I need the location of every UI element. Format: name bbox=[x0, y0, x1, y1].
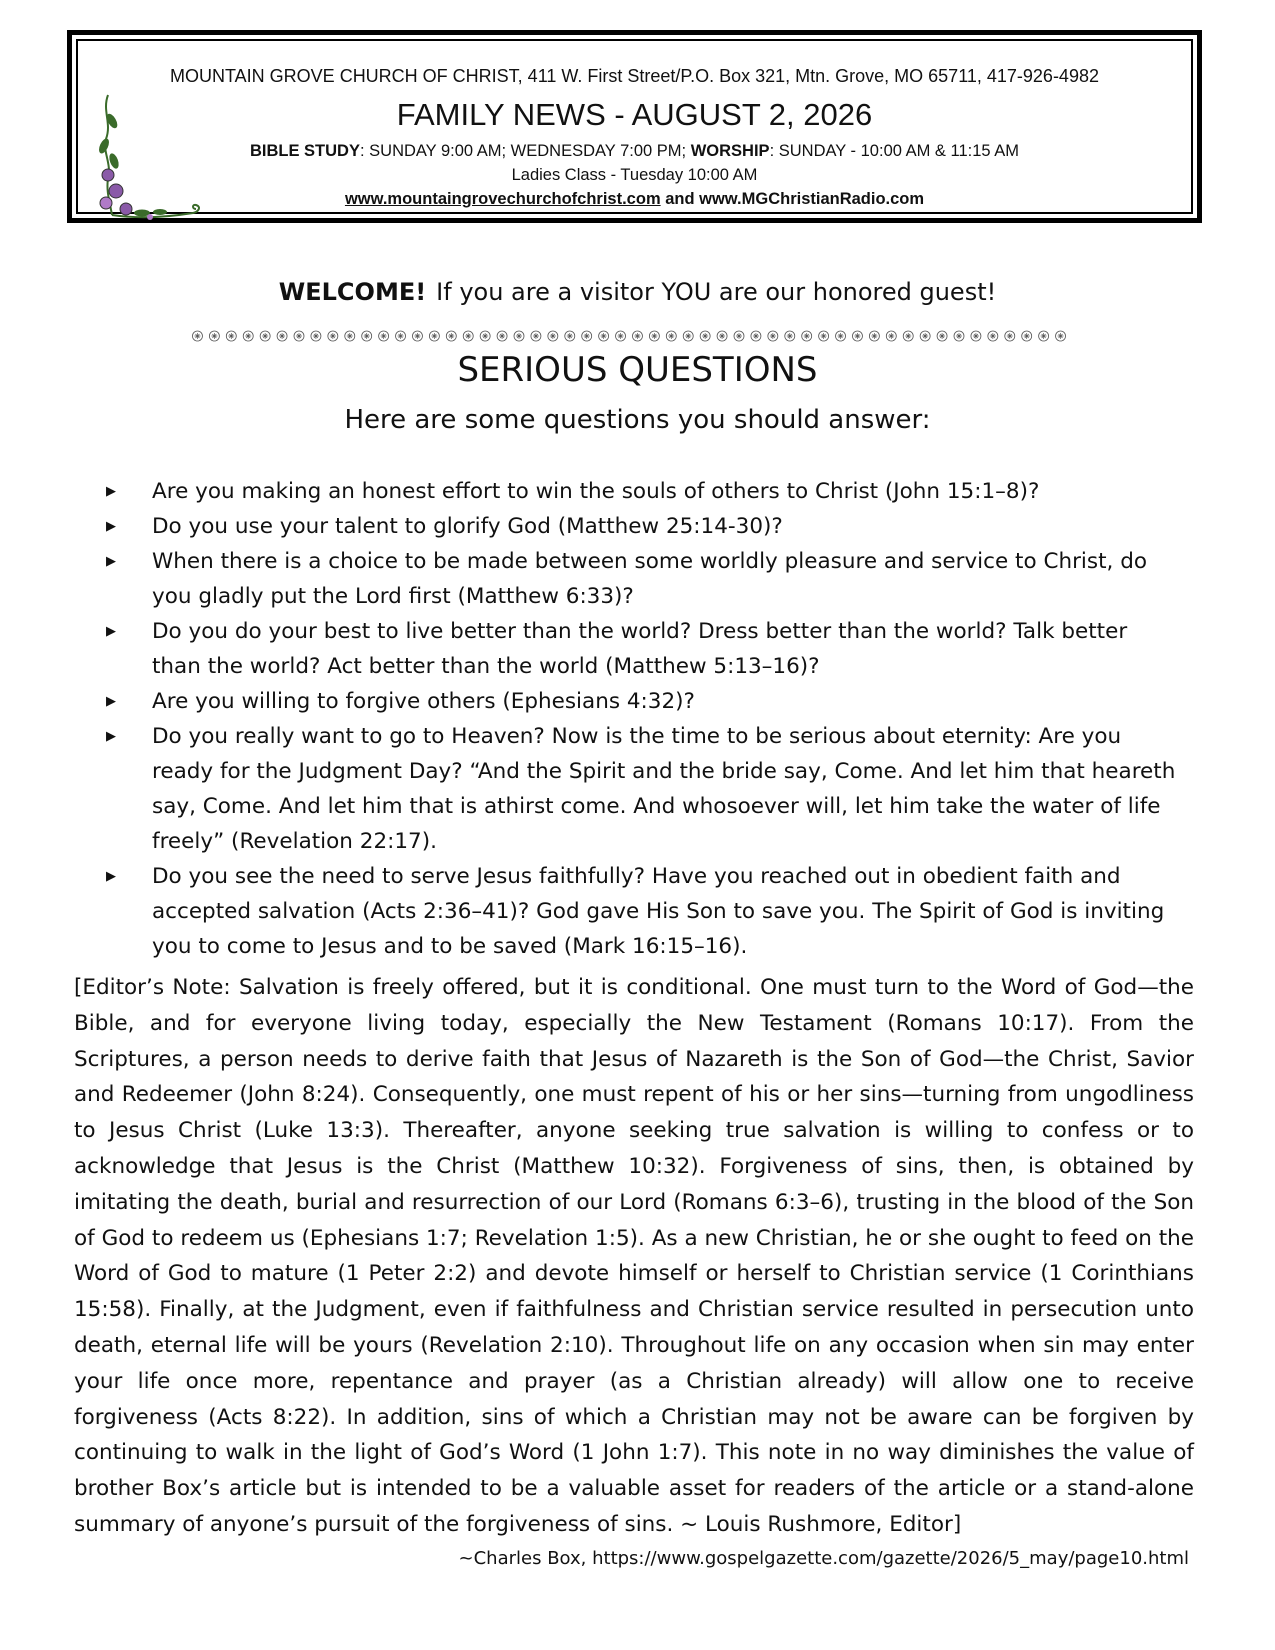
question-text: Do you do your best to live better than the world? Dress better than the world? Talk better than the world? Act better than the world (Matthew 5:13–16)? bbox=[152, 619, 1128, 679]
question-text: Do you see the need to serve Jesus faithfully? Have you reached out in obedient faith and accepted salvation (Acts 2:36–41)? God gave His Son to save you. The Spirit of God is inviting you to come to Jesus and to be saved (Mark 16:15–16). bbox=[152, 864, 1165, 959]
star-circle-icon bbox=[362, 331, 372, 341]
star-circle-icon bbox=[666, 331, 676, 341]
list-item bbox=[106, 719, 1181, 859]
star-circle-icon bbox=[446, 331, 456, 341]
star-circle-icon bbox=[463, 331, 473, 341]
radio-website-link[interactable]: www.MGChristianRadio.com bbox=[699, 190, 925, 208]
star-circle-icon bbox=[599, 331, 609, 341]
star-circle-icon bbox=[277, 331, 287, 341]
list-item bbox=[106, 544, 1181, 614]
bible-study-label: BIBLE STUDY bbox=[249, 142, 360, 160]
star-circle-icon bbox=[734, 331, 744, 341]
newsletter-header-inner bbox=[76, 39, 1193, 214]
star-circle-icon bbox=[852, 331, 862, 341]
star-circle-icon bbox=[886, 331, 896, 341]
ladies-class: Ladies Class - Tuesday 10:00 AM bbox=[511, 166, 758, 184]
question-text: When there is a choice to be made between some worldly pleasure and service to Christ, do you gladly put the Lord first (Matthew 6:33)? bbox=[152, 549, 1147, 609]
star-circle-icon bbox=[1039, 331, 1049, 341]
church-website-link[interactable]: www.mountaingrovechurchofchrist.com bbox=[344, 190, 661, 208]
list-item bbox=[106, 474, 1181, 509]
star-circle-icon bbox=[412, 331, 422, 341]
newsletter-header bbox=[67, 30, 1202, 223]
links-connector: and bbox=[660, 190, 700, 208]
star-circle-icon bbox=[649, 331, 659, 341]
article-source: ~Charles Box, https://www.gospelgazette.com/gazette/2026/5_may/page10.html bbox=[458, 1548, 1189, 1569]
star-circle-icon bbox=[920, 331, 930, 341]
star-circle-icon bbox=[768, 331, 778, 341]
star-circle-icon bbox=[836, 331, 846, 341]
bullet-icon: ▶ bbox=[106, 729, 116, 744]
worship-times: : SUNDAY - 10:00 AM & 11:15 AM bbox=[769, 142, 1020, 160]
question-text: Do you use your talent to glorify God (Matthew 25:14-30)? bbox=[152, 514, 783, 539]
star-circle-icon bbox=[243, 331, 253, 341]
star-circle-icon bbox=[1005, 331, 1015, 341]
bullet-icon: ▶ bbox=[106, 519, 116, 534]
bullet-icon: ▶ bbox=[106, 869, 116, 884]
star-circle-icon bbox=[345, 331, 355, 341]
star-circle-icon bbox=[582, 331, 592, 341]
star-circle-icon bbox=[1056, 331, 1066, 341]
worship-label: WORSHIP bbox=[690, 142, 770, 160]
star-circle-icon bbox=[903, 331, 913, 341]
newsletter-title: FAMILY NEWS - AUGUST 2, 2026 bbox=[396, 97, 873, 132]
star-circle-icon bbox=[480, 331, 490, 341]
question-text: Are you willing to forgive others (Ephesians 4:32)? bbox=[152, 689, 695, 714]
bullet-icon: ▶ bbox=[106, 624, 116, 639]
question-text: Are you making an honest effort to win the souls of others to Christ (John 15:1–8)? bbox=[152, 479, 1040, 504]
star-circle-icon bbox=[632, 331, 642, 341]
star-circle-icon bbox=[548, 331, 558, 341]
questions-list bbox=[106, 474, 1181, 964]
star-circle-icon bbox=[497, 331, 507, 341]
star-circle-icon bbox=[192, 331, 202, 341]
star-circle-icon bbox=[700, 331, 710, 341]
star-circle-icon bbox=[751, 331, 761, 341]
star-circle-divider bbox=[189, 330, 1069, 342]
floral-vine-icon bbox=[98, 91, 208, 223]
star-circle-icon bbox=[209, 331, 219, 341]
list-item bbox=[106, 614, 1181, 684]
star-circle-icon bbox=[717, 331, 727, 341]
star-circle-icon bbox=[311, 331, 321, 341]
star-circle-icon bbox=[785, 331, 795, 341]
star-circle-icon bbox=[514, 331, 524, 341]
star-circle-icon bbox=[683, 331, 693, 341]
church-address: MOUNTAIN GROVE CHURCH OF CHRIST, 411 W. First Street/P.O. Box 321, Mtn. Grove, MO 65711, 417-926-4982 bbox=[170, 66, 1099, 86]
star-circle-icon bbox=[429, 331, 439, 341]
bible-study-times: : SUNDAY 9:00 AM; WEDNESDAY 7:00 PM; bbox=[359, 142, 691, 160]
star-circle-icon bbox=[294, 331, 304, 341]
welcome-text: If you are a visitor YOU are our honored guest! bbox=[436, 278, 997, 306]
list-item bbox=[106, 509, 1181, 544]
bullet-icon: ▶ bbox=[106, 554, 116, 569]
star-circle-icon bbox=[954, 331, 964, 341]
website-links bbox=[78, 190, 1191, 209]
editor-note: [Editor’s Note: Salvation is freely offered, but it is conditional. One must turn to the Word of God—the Bible, and for everyone living today, especially the New Testament (Romans 10:17). From the Scriptures, a person needs to derive faith that Jesus of Nazareth is the Son of God—the Christ, Savior and Redeemer (John 8:24). Consequently, one must repent of his or her sins—turning from ungodliness to Jesus Christ (Luke 13:3). Thereafter, anyone seeking true salvation is willing to confess or to acknowledge that Jesus is the Christ (Matthew 10:32). Forgiveness of sins, then, is obtained by imitating the death, burial and resurrection of our Lord (Romans 6:3–6), trusting in the blood of the Son of God to redeem us (Ephesians 1:7; Revelation 1:5). As a new Christian, he or she ought to feed on the Word of God to mature (1 Peter 2:2) and devote himself or herself to Christian service (1 Corinthians 15:58). Finally, at the Judgment, even if faithfulness and Christian service resulted in persecution unto death, eternal life will be yours (Revelation 2:10). Throughout life on any occasion when sin may enter your life once more, repentance and prayer (as a Christian already) will allow one to receive forgiveness (Acts 8:22). In addition, sins of which a Christian may not be aware can be forgiven by continuing to walk in the light of God’s Word (1 John 1:7). This note in no way diminishes the value of brother Box’s article but is intended to be a valuable asset for readers of the article or a stand-alone summary of anyone’s pursuit of the forgiveness of sins. ~ Louis Rushmore, Editor] bbox=[74, 975, 1194, 1537]
star-circle-icon bbox=[802, 331, 812, 341]
bullet-icon: ▶ bbox=[106, 484, 116, 499]
star-circle-icon bbox=[819, 331, 829, 341]
star-circle-icon bbox=[869, 331, 879, 341]
star-circle-icon bbox=[616, 331, 626, 341]
question-text: Do you really want to go to Heaven? Now is the time to be serious about eternity: Are you ready for the Judgment Day? “And the Spirit and the bride say, Come. And let him that heareth say, Come. And let him that is athirst come. And whosoever will, let him take the water of life freely” (Revelation 22:17). bbox=[152, 724, 1176, 854]
star-circle-icon bbox=[565, 331, 575, 341]
star-circle-icon bbox=[396, 331, 406, 341]
welcome-bold: WELCOME! bbox=[278, 278, 427, 306]
service-times bbox=[78, 142, 1191, 161]
star-circle-icon bbox=[937, 331, 947, 341]
welcome-message bbox=[0, 278, 1275, 306]
star-circle-icon bbox=[260, 331, 270, 341]
star-circle-icon bbox=[328, 331, 338, 341]
star-circle-icon bbox=[988, 331, 998, 341]
star-circle-icon bbox=[531, 331, 541, 341]
list-item bbox=[106, 684, 1181, 719]
star-circle-icon bbox=[1022, 331, 1032, 341]
star-circle-icon bbox=[379, 331, 389, 341]
bullet-icon: ▶ bbox=[106, 694, 116, 709]
list-item bbox=[106, 859, 1181, 964]
star-circle-icon bbox=[226, 331, 236, 341]
star-circle-icon bbox=[971, 331, 981, 341]
article-title: SERIOUS QUESTIONS bbox=[457, 350, 818, 390]
article-subtitle: Here are some questions you should answer: bbox=[344, 405, 931, 435]
